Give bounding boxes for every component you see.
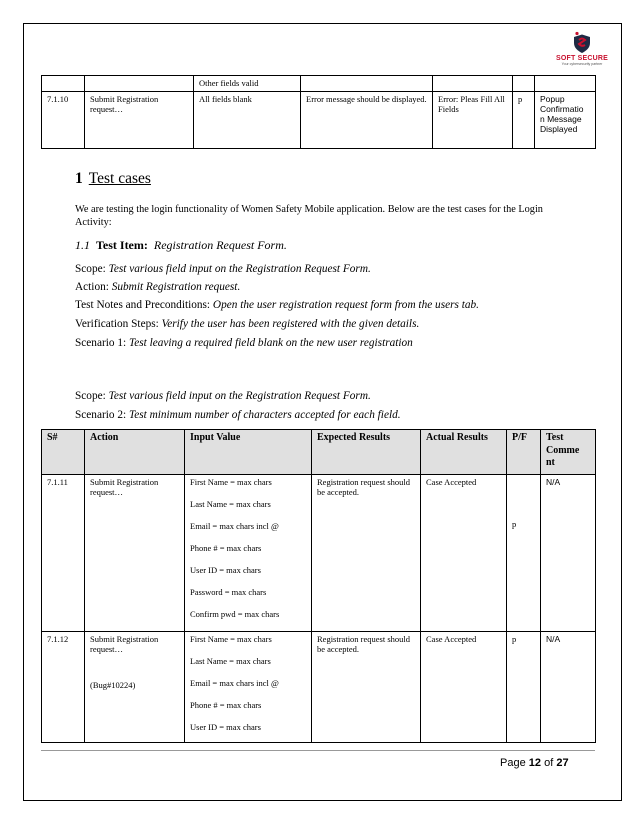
section-number: 1 [75, 170, 83, 187]
header-expected: Expected Results [312, 430, 421, 475]
cell-expected: Registration request should be accepted. [312, 632, 421, 743]
soft-secure-logo [552, 30, 612, 74]
logo-brand-text: SOFT SECURE [556, 55, 608, 62]
subsection-number: 1.1 [75, 238, 90, 252]
intro-paragraph: We are testing the login functionality of Women Safety Mobile application. Below are the test cases for the Login Activity: [75, 204, 543, 228]
cell-actual: Case Accepted [421, 475, 507, 632]
table-row [42, 76, 596, 92]
notes-line: Test Notes and Preconditions: Open the user registration request form from the users tab. [75, 299, 479, 311]
scenario-2-line: Scenario 2: Test minimum number of characters accepted for each field. [75, 409, 401, 421]
cell-actual: Error: Pleas Fill All Fields [433, 92, 513, 149]
cell-expected: Registration request should be accepted. [312, 475, 421, 632]
subsection-label: Test Item: [96, 238, 148, 252]
header-actual: Actual Results [421, 430, 507, 475]
header-pf: P/F [507, 430, 541, 475]
bug-reference: (Bug#10224) [90, 680, 136, 690]
cell-input: All fields blank [194, 92, 301, 149]
section-title: Test cases [88, 170, 151, 187]
logo-tagline: Your cybersecurity partner [561, 62, 603, 66]
cell-id: 7.1.11 [42, 475, 85, 632]
cell-actual: Case Accepted [421, 632, 507, 743]
header-sno: S# [42, 430, 85, 475]
cell-pf: p [513, 92, 535, 149]
scope-line-2: Scope: Test various field input on the Registration Request Form. [75, 390, 371, 402]
cell-comment: Popup Confirmatio n Message Displayed [535, 92, 596, 149]
header-action: Action [85, 430, 185, 475]
cell-pf: p [507, 475, 541, 632]
header-comment: Test Comme nt [541, 430, 596, 475]
table-header-row [42, 430, 596, 475]
table-row [42, 475, 596, 632]
table-row [42, 632, 596, 743]
action-line: Action: Submit Registration request. [75, 281, 241, 293]
footer-divider [41, 750, 595, 751]
cell-comment: N/A [541, 475, 596, 632]
cell-action: Submit Registration request… [85, 92, 194, 149]
cell-inputs: First Name = max chars Last Name = max chars Email = max chars incl @ Phone # = max chars User ID = max chars [185, 632, 312, 743]
scenario-1-line: Scenario 1: Test leaving a required field blank on the new user registration [75, 337, 413, 349]
cell-action: Submit Registration request… [85, 475, 185, 632]
header-input: Input Value [185, 430, 312, 475]
shield-logo-icon [570, 30, 594, 54]
cell-expected: Error message should be displayed. [301, 92, 433, 149]
subsection-value: Registration Request Form. [153, 238, 287, 252]
cell-pf: p [507, 632, 541, 743]
page-number: Page 12 of 27 [500, 757, 569, 769]
section-heading [75, 170, 151, 188]
subsection-heading [75, 238, 287, 253]
scope-line: Scope: Test various field input on the Registration Request Form. [75, 263, 371, 275]
cell-comment: N/A [541, 632, 596, 743]
cell-action: Submit Registration request… (Bug#10224) [85, 632, 185, 743]
previous-test-table [41, 75, 596, 149]
cell-input: Other fields valid [194, 76, 301, 92]
cell-id: 7.1.12 [42, 632, 85, 743]
table-row [42, 92, 596, 149]
cell-inputs: First Name = max chars Last Name = max chars Email = max chars incl @ Phone # = max chars User ID = max chars Password = max chars Confirm pwd = max chars [185, 475, 312, 632]
test-case-table [41, 429, 596, 743]
cell-id: 7.1.10 [42, 92, 85, 149]
verification-line: Verification Steps: Verify the user has been registered with the given details. [75, 318, 420, 330]
